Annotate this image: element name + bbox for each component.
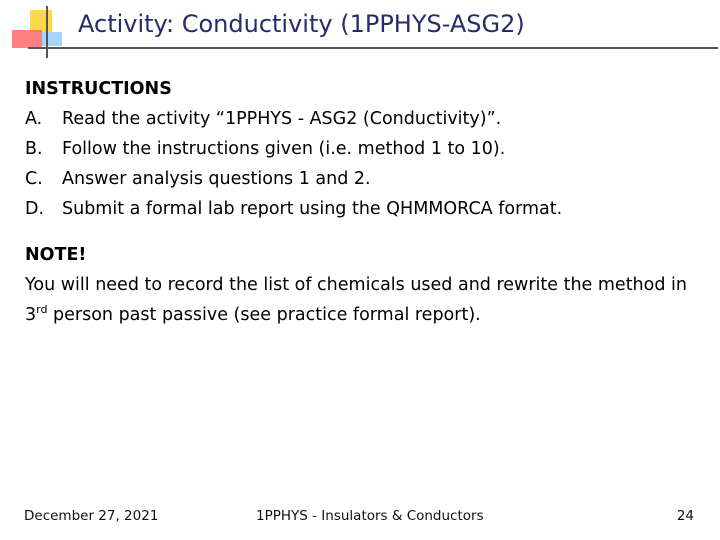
decor-yellow-square	[30, 10, 52, 32]
instruction-text: Follow the instructions given (i.e. method 1 to 10).	[62, 139, 506, 159]
slide-body	[25, 74, 705, 330]
instruction-letter: B.	[25, 139, 43, 159]
footer-page-number: 24	[676, 508, 694, 524]
decor-red-square	[12, 30, 42, 48]
instruction-letter: D.	[25, 199, 45, 219]
decor-blue-square	[42, 32, 62, 46]
instruction-letter: C.	[25, 169, 43, 189]
footer-date: December 27, 2021	[24, 508, 159, 524]
note-line-2-text: person past passive (see practice formal report).	[47, 305, 481, 325]
note-ordinal-suffix: rd	[36, 303, 48, 317]
note-line-1: You will need to record the list of chemicals used and rewrite the method in	[25, 275, 687, 295]
instruction-text: Answer analysis questions 1 and 2.	[62, 169, 371, 189]
instructions-heading: INSTRUCTIONS	[25, 79, 172, 99]
note-line-2	[25, 300, 705, 330]
note-ordinal-number: 3	[25, 305, 37, 325]
instruction-item	[25, 164, 705, 194]
instruction-text: Submit a formal lab report using the QHMMORCA format.	[62, 199, 563, 219]
slide-title: Activity: Conductivity (1PPHYS-ASG2)	[78, 10, 525, 38]
decor-vertical-line	[46, 6, 48, 58]
instruction-text: Read the activity “1PPHYS - ASG2 (Conductivity)”.	[62, 109, 502, 129]
instruction-item	[25, 104, 705, 134]
note-block	[25, 240, 705, 330]
instructions-list	[25, 104, 705, 224]
note-heading: NOTE!	[25, 245, 87, 265]
instruction-letter: A.	[25, 109, 43, 129]
title-underline	[28, 47, 718, 49]
instruction-item	[25, 134, 705, 164]
footer-title: 1PPHYS - Insulators & Conductors	[256, 508, 484, 524]
instruction-item	[25, 194, 705, 224]
